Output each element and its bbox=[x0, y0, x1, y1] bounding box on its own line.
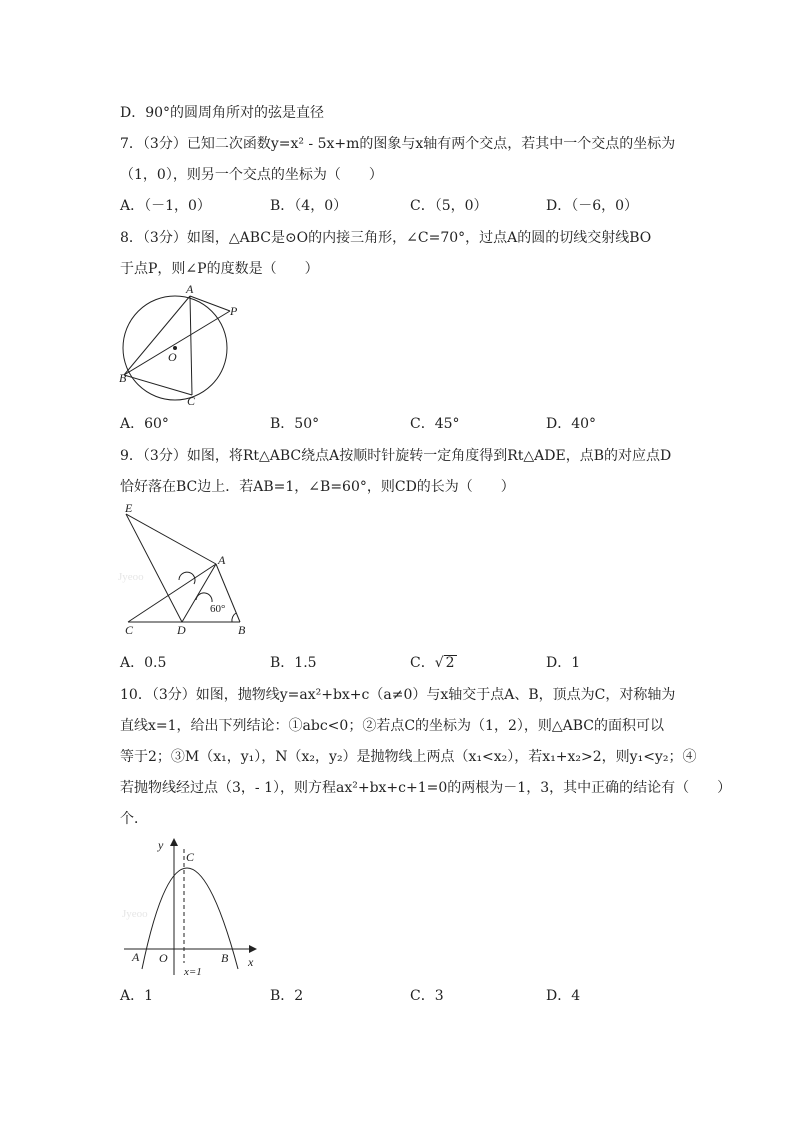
q8-ray-bp bbox=[124, 311, 230, 375]
q7-option-c: C．（5，0） bbox=[410, 198, 488, 214]
q8-label-p: P bbox=[230, 304, 238, 318]
q9-label-c: C bbox=[125, 623, 134, 637]
q10-stem-line5: 个． bbox=[120, 811, 148, 827]
q9-segment-ed bbox=[126, 514, 182, 622]
q8-option-d: D．40° bbox=[546, 416, 597, 432]
q8-segment-ab bbox=[124, 296, 190, 375]
q10-stem-line2: 直线x=1，给出下列结论：①abc<0；②若点C的坐标为（1，2），则△ABC的面积可以 bbox=[120, 718, 664, 734]
q7-stem-line1: 7．（3分）已知二次函数y=x² - 5x+m的图象与x轴有两个交点，若其中一个交点的坐标为 bbox=[120, 136, 676, 152]
q9-option-a: A．0.5 bbox=[120, 655, 167, 671]
svg-text:Jyeoo: Jyeoo bbox=[122, 908, 148, 920]
q9-option-c-radicand: 2 bbox=[445, 655, 455, 671]
q9-angle-b-arc bbox=[232, 613, 236, 622]
q10-label-o: O bbox=[159, 951, 168, 965]
q6-option-d: D．90°的圆周角所对的弦是直径 bbox=[120, 105, 325, 121]
q8-stem-line1: 8．（3分）如图，△ABC是⊙O的内接三角形，∠C=70°，过点A的圆的切线交射线BO bbox=[120, 230, 652, 246]
q9-option-c-sqrt-sign: √ bbox=[434, 655, 444, 671]
q10-label-a: A bbox=[132, 950, 140, 964]
q9-option-c bbox=[410, 654, 457, 672]
q9-option-c-label: C． bbox=[410, 655, 435, 671]
q9-label-a: A bbox=[218, 553, 226, 567]
q8-option-a: A．60° bbox=[120, 416, 169, 432]
q8-label-o: O bbox=[168, 350, 177, 364]
q7-option-d: D．（－6，0） bbox=[546, 198, 639, 214]
q8-tangent-ap bbox=[190, 296, 230, 311]
q8-label-a: A bbox=[186, 282, 194, 296]
q9-label-d: D bbox=[177, 623, 186, 637]
q10-label-x: x bbox=[248, 955, 254, 969]
q10-stem-line3: 等于2；③M（x₁，y₁），N（x₂，y₂）是抛物线上两点（x₁<x₂），若x₁+x₂>2，则y₁<y₂；④ bbox=[120, 749, 697, 765]
q9-label-e: E bbox=[125, 501, 133, 515]
q8-label-b: B bbox=[119, 371, 127, 385]
q9-option-d: D．1 bbox=[546, 655, 581, 671]
q8-segment-bc bbox=[124, 375, 192, 395]
q10-option-a: A．1 bbox=[120, 988, 154, 1004]
q9-stem-line2: 恰好落在BC边上．若AB=1，∠B=60°，则CD的长为（ ） bbox=[120, 479, 515, 495]
q8-stem-line2: 于点P，则∠P的度数是（ ） bbox=[120, 261, 319, 277]
q7-option-b: B．（4，0） bbox=[270, 198, 348, 214]
q9-stem-line1: 9．（3分）如图，将Rt△ABC绕点A按顺时针旋转一定角度得到Rt△ADE，点B的对应点D bbox=[120, 448, 672, 464]
q8-option-b: B．50° bbox=[270, 416, 320, 432]
q9-label-b: B bbox=[238, 623, 246, 637]
q10-option-b: B．2 bbox=[270, 988, 304, 1004]
q10-parabola-figure bbox=[118, 835, 268, 980]
q8-label-c: C bbox=[187, 394, 196, 408]
q10-option-c: C．3 bbox=[410, 988, 444, 1004]
q10-label-b: B bbox=[221, 951, 229, 965]
q8-circle-figure bbox=[110, 278, 250, 408]
q9-label-angle: 60° bbox=[210, 603, 226, 615]
q8-segment-ac bbox=[190, 296, 192, 395]
q10-stem-line1: 10．（3分）如图，抛物线y=ax²+bx+c（a≠0）与x轴交于点A、B，顶点为C，对称轴为 bbox=[120, 687, 676, 703]
q10-stem-line4: 若抛物线经过点（3，- 1），则方程ax²+bx+c+1=0的两根为－1，3，其中正确的结论有（ ） bbox=[120, 780, 732, 796]
q10-label-axis: x=1 bbox=[184, 966, 202, 978]
svg-text:Jyeoo: Jyeoo bbox=[118, 571, 144, 583]
q8-option-c: C．45° bbox=[410, 416, 460, 432]
q10-label-y: y bbox=[158, 838, 164, 852]
q7-stem-line2: （1，0），则另一个交点的坐标为（ ） bbox=[120, 167, 383, 183]
q10-option-d: D．4 bbox=[546, 988, 581, 1004]
q9-option-b: B．1.5 bbox=[270, 655, 317, 671]
q7-option-a: A．（－1，0） bbox=[120, 198, 211, 214]
q9-angle-mark-1 bbox=[179, 572, 195, 584]
q9-triangle-figure bbox=[112, 500, 262, 640]
q10-label-c: C bbox=[186, 850, 195, 864]
